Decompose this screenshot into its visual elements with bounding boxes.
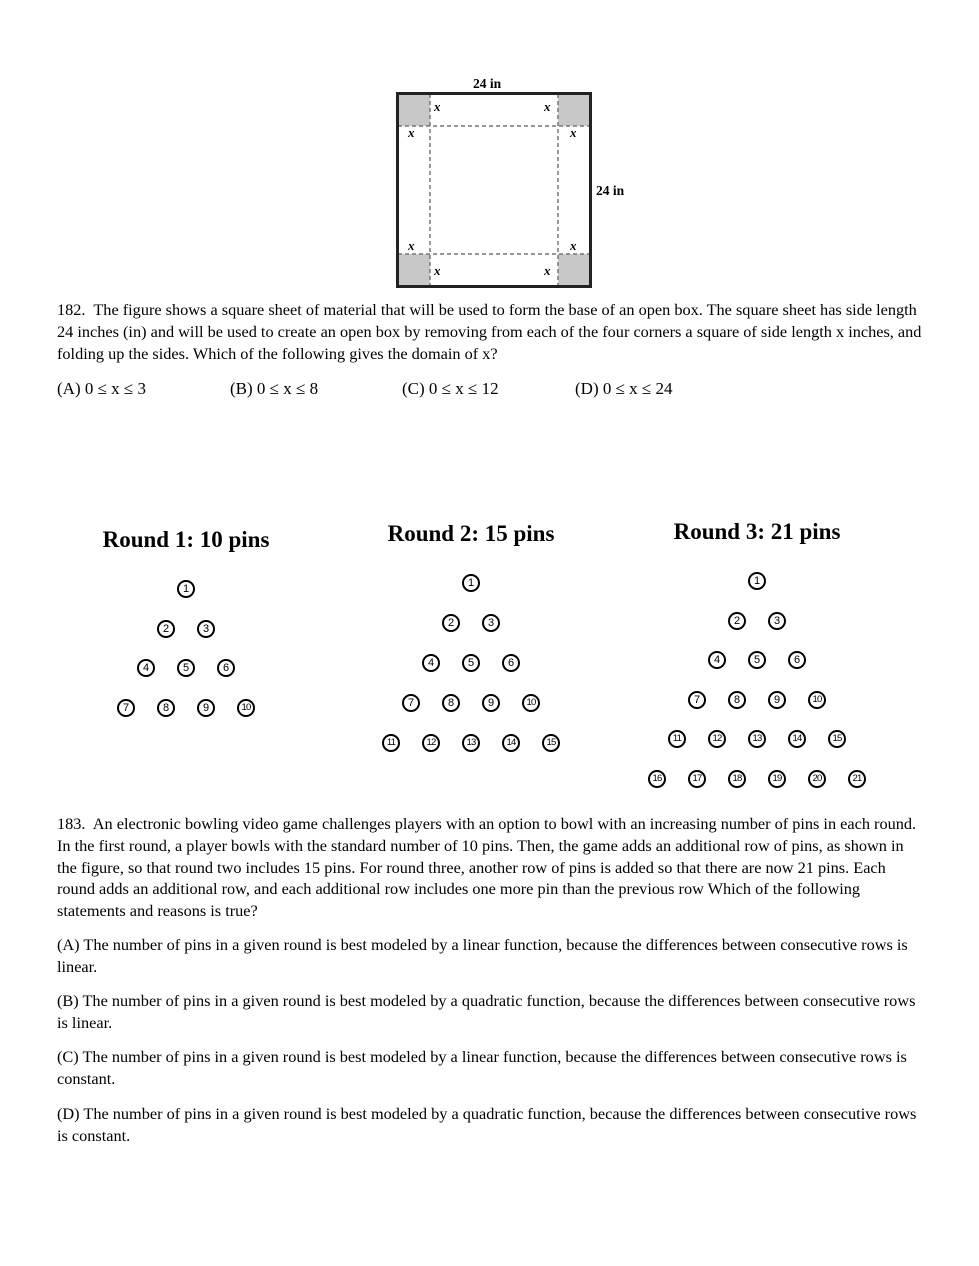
bowling-pin: 4 <box>422 654 440 672</box>
x-label: x <box>544 99 551 114</box>
bowling-pin: 1 <box>177 580 195 598</box>
bowling-pin: 15 <box>828 730 846 748</box>
bowling-pin: 6 <box>217 659 235 677</box>
bowling-pin: 18 <box>728 770 746 788</box>
question-stem: An electronic bowling video game challenges players with an option to bowl with an increasing number of pins in each round. In the first round, a player bowls with the standard number of 10 pins. Then, the game adds an additional row of pins, as shown in the figure, so that round two includes 15 pins. For round three, another row of pins is added so that there are now 21 pins. Each round adds an additional row, and each additional row includes one more pin than the previous row Which of the following statements and reasons is true? <box>57 814 917 921</box>
bowling-pin: 2 <box>442 614 460 632</box>
bowling-pin: 14 <box>502 734 520 752</box>
bowling-pin: 3 <box>768 612 786 630</box>
x-label: x <box>434 263 441 278</box>
round-3-title: Round 3: 21 pins <box>673 519 841 544</box>
bowling-pin: 4 <box>708 651 726 669</box>
bowling-pin: 13 <box>462 734 480 752</box>
question-number: 183. <box>57 814 86 833</box>
bowling-pin: 11 <box>668 730 686 748</box>
bowling-pin: 2 <box>728 612 746 630</box>
bowling-pin: 10 <box>237 699 255 717</box>
bowling-pin: 3 <box>482 614 500 632</box>
bowling-pin: 8 <box>728 691 746 709</box>
x-label: x <box>434 99 441 114</box>
x-label: x <box>570 125 577 140</box>
choice-c[interactable]: (C) 0 ≤ x ≤ 12 <box>402 379 499 398</box>
bowling-pin: 12 <box>422 734 440 752</box>
top-side-label: 24 in <box>473 76 502 91</box>
bowling-pin: 3 <box>197 620 215 638</box>
x-label: x <box>408 125 415 140</box>
bowling-pin: 9 <box>482 694 500 712</box>
bowling-pin: 14 <box>788 730 806 748</box>
question-number: 182. <box>57 300 86 319</box>
bowling-pin: 15 <box>542 734 560 752</box>
choice-b[interactable]: (B) 0 ≤ x ≤ 8 <box>230 379 319 398</box>
bowling-pin: 7 <box>117 699 135 717</box>
x-label: x <box>544 263 551 278</box>
bowling-pin: 13 <box>748 730 766 748</box>
right-side-label: 24 in <box>596 183 625 198</box>
bowling-pin: 8 <box>157 699 175 717</box>
bowling-pin: 20 <box>808 770 826 788</box>
x-label: x <box>408 238 415 253</box>
bowling-pin: 1 <box>462 574 480 592</box>
round-2-title: Round 2: 15 pins <box>387 521 555 546</box>
bowling-pin: 11 <box>382 734 400 752</box>
choice-d[interactable]: (D) The number of pins in a given round is best modeled by a quadratic function, because the differences between consecutive rows is constant. <box>57 1104 917 1145</box>
choice-b[interactable]: (B) The number of pins in a given round is best modeled by a quadratic function, because the differences between consecutive rows is linear. <box>57 991 916 1032</box>
bowling-pin: 16 <box>648 770 666 788</box>
bowling-pin: 5 <box>462 654 480 672</box>
bowling-pin: 19 <box>768 770 786 788</box>
bowling-pin: 9 <box>197 699 215 717</box>
bowling-pin: 6 <box>788 651 806 669</box>
choice-a[interactable]: (A) The number of pins in a given round is best modeled by a linear function, because the differences between consecutive rows is linear. <box>57 935 908 976</box>
choice-a[interactable]: (A) 0 ≤ x ≤ 3 <box>57 379 147 398</box>
question-stem: The figure shows a square sheet of material that will be used to form the base of an open box. The square sheet has side length 24 inches (in) and will be used to create an open box by removing from each of the four corners a square of side length x inches, and folding up the sides. Which of the following gives the domain of x? <box>57 300 922 363</box>
bowling-pin: 21 <box>848 770 866 788</box>
bowling-pin: 6 <box>502 654 520 672</box>
square-sheet-diagram <box>396 92 594 290</box>
bowling-pin: 2 <box>157 620 175 638</box>
question-183-text <box>57 813 927 922</box>
choice-d[interactable]: (D) 0 ≤ x ≤ 24 <box>575 379 673 398</box>
bowling-pin: 5 <box>748 651 766 669</box>
bowling-pin: 7 <box>688 691 706 709</box>
bowling-pin: 10 <box>808 691 826 709</box>
bowling-pin: 12 <box>708 730 726 748</box>
choice-c[interactable]: (C) The number of pins in a given round is best modeled by a linear function, because the differences between consecutive rows is constant. <box>57 1047 907 1088</box>
round-1-title: Round 1: 10 pins <box>102 527 270 552</box>
bowling-pin: 4 <box>137 659 155 677</box>
bowling-pin: 9 <box>768 691 786 709</box>
bowling-pin: 1 <box>748 572 766 590</box>
question-182-text <box>57 299 927 364</box>
bowling-pin: 17 <box>688 770 706 788</box>
bowling-pin: 10 <box>522 694 540 712</box>
bowling-pin: 5 <box>177 659 195 677</box>
bowling-pin: 8 <box>442 694 460 712</box>
bowling-pin: 7 <box>402 694 420 712</box>
x-label: x <box>570 238 577 253</box>
